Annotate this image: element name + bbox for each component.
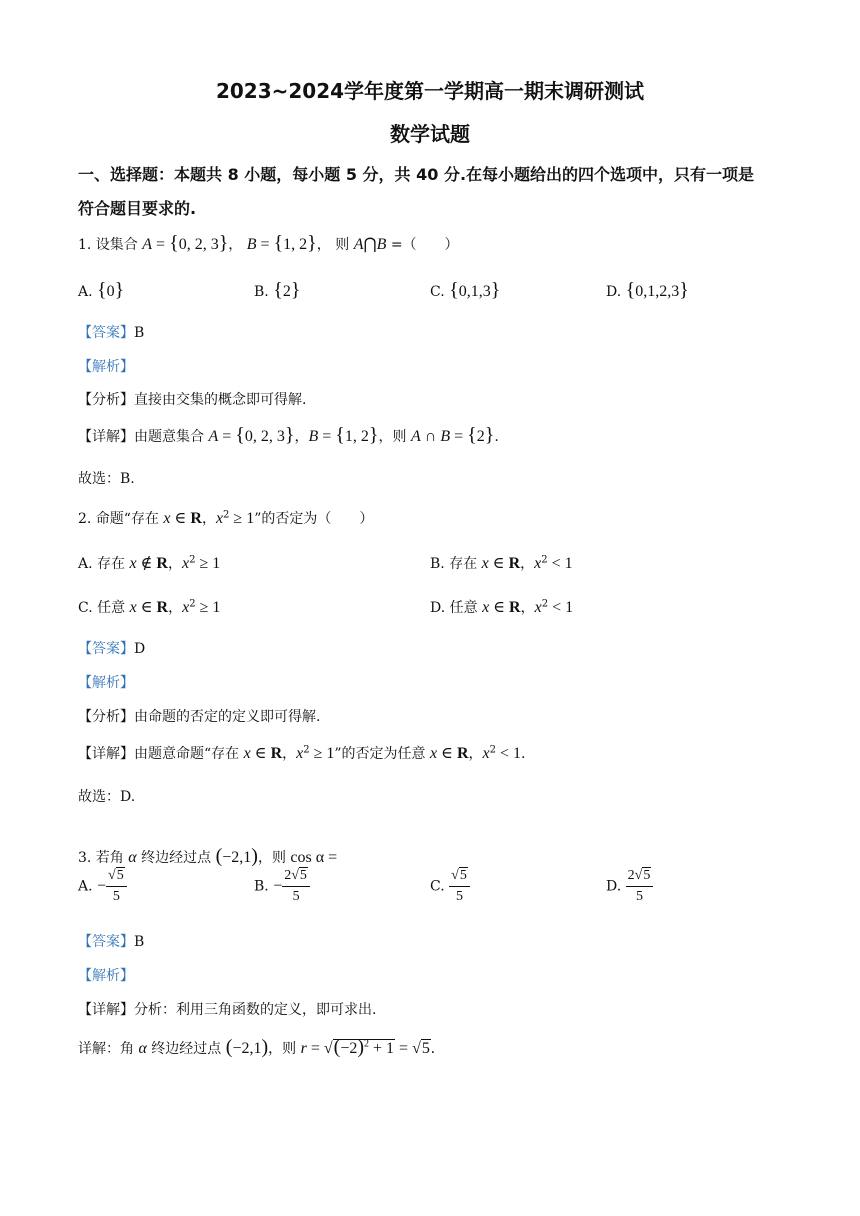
q1-option-c: C. {0,1,3}	[430, 279, 501, 301]
q2-analysis-label: 【解析】	[78, 675, 134, 691]
q3-option-c: C. $\frac{√5}{5}$	[430, 866, 470, 907]
q3-option-b: B. − $\frac{2√5}{5}$	[254, 866, 310, 907]
q2-answer: 【答案】D	[78, 641, 146, 657]
q2-xiangjie: 【详解】由题意命题“存在 x ∈ R，$x^2 \ge 1$”的否定为任意 x ∈ R，$x^2 < 1$.	[78, 744, 526, 762]
q3-stem: 3. 若角 α 终边经过点 (−2,1)，则 cos α =	[78, 845, 338, 867]
q1-answer: 【答案】B	[78, 325, 145, 341]
q2-option-d: D. 任意 x ∈ R，$x^2 < 1$	[430, 598, 574, 616]
q2-choice: 故选：D.	[78, 789, 136, 805]
q2-stem: 2. 命题“存在 x ∈ R，$x^2 \ge 1$”的否定为（ ）	[78, 509, 374, 527]
q1-prefix: 1. 设集合	[78, 237, 138, 253]
q1-stem: 1. 设集合 A = {0, 2, 3}， B = {1, 2}， 则 A⋂B =（ ）	[78, 232, 459, 254]
q2-option-a: A. 存在 x ∉ R，$x^2 \ge 1$	[78, 554, 221, 572]
q2-option-c: C. 任意 x ∈ R，$x^2 \ge 1$	[78, 598, 221, 616]
q1-setB: B = {1, 2}	[246, 232, 317, 254]
q3-option-a: A. − $\frac{√5}{5}$	[78, 866, 127, 907]
page-title: 2023~2024学年度第一学期高一期末调研测试	[215, 79, 645, 103]
section-heading-line2: 符合题目要求的.	[78, 199, 197, 218]
q1-setA: A = {0, 2, 3}	[142, 232, 229, 254]
q1-xiangjie: 【详解】由题意集合 A = {0, 2, 3}，B = {1, 2}，则 A ∩ B = {2}.	[78, 424, 499, 446]
q1-option-b: B. {2}	[254, 279, 301, 301]
q3-xiangjie: 【详解】分析：利用三角函数的定义，即可求出.	[78, 1002, 377, 1018]
q3-answer: 【答案】B	[78, 934, 145, 950]
q1-option-a: A. {0}	[78, 279, 125, 301]
q3-analysis-label: 【解析】	[78, 968, 134, 984]
q3-detail: 详解：角 α 终边经过点 (−2,1)，则 $r = √(-2)^2 + 1 = √5$.	[78, 1036, 435, 1058]
q1-choice: 故选：B.	[78, 471, 135, 487]
q2-fenxi: 【分析】由命题的否定的定义即可得解.	[78, 709, 321, 725]
section-heading-line1: 一、选择题：本题共 8 小题，每小题 5 分，共 40 分.在每小题给出的四个选项中，只有一项是	[78, 165, 755, 184]
q1-fenxi: 【分析】直接由交集的概念即可得解.	[78, 392, 307, 408]
q3-option-d: D. $\frac{2√5}{5}$	[606, 866, 653, 907]
q2-option-b: B. 存在 x ∈ R，$x^2 < 1$	[430, 554, 573, 572]
page-subtitle: 数学试题	[390, 122, 470, 146]
q1-ask: 则 A⋂B =（ ）	[335, 236, 459, 253]
q1-option-d: D. {0,1,2,3}	[606, 279, 689, 301]
q1-analysis-label: 【解析】	[78, 359, 134, 375]
